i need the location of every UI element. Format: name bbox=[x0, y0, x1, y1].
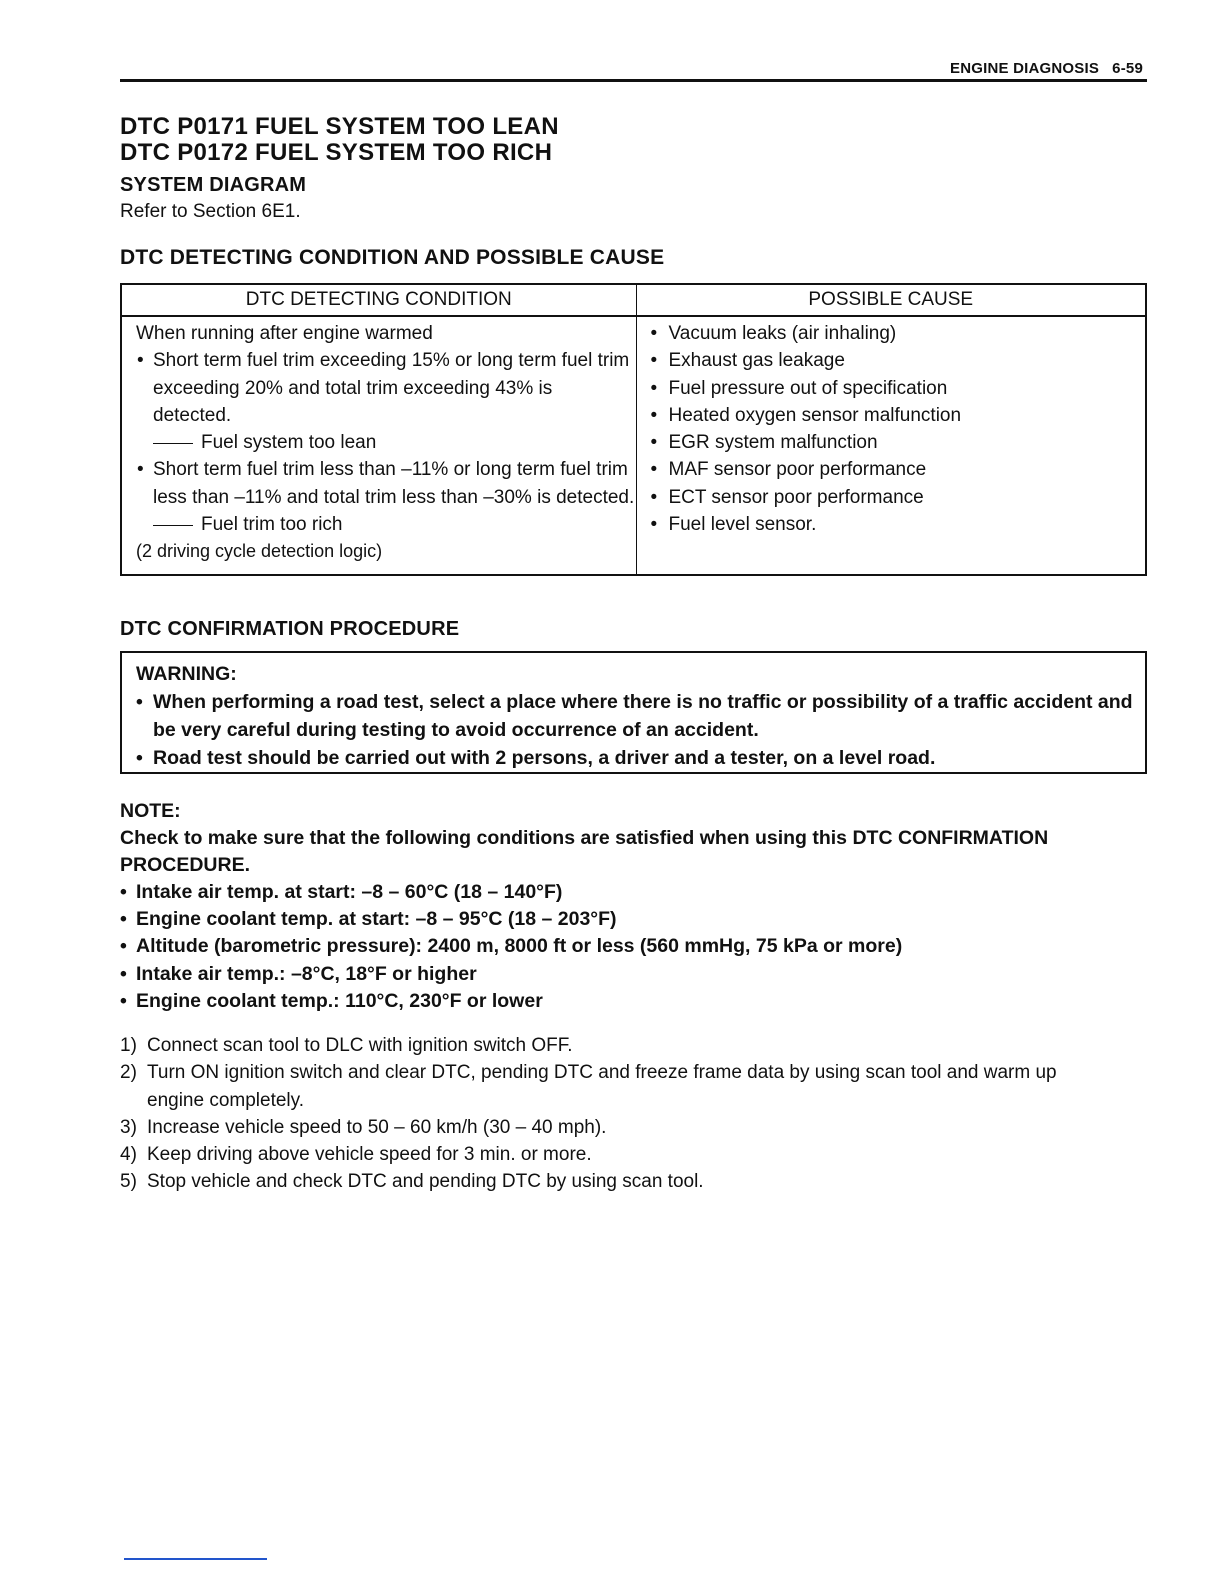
condition-dash-text: Fuel system too lean bbox=[201, 432, 377, 454]
condition-dash-text: Fuel trim too rich bbox=[201, 514, 343, 536]
note-item: • Intake air temp. at start: –8 – 60°C (18 – 140°F) bbox=[120, 879, 1150, 906]
cause-item: • Vacuum leaks (air inhaling) bbox=[637, 320, 1146, 347]
confirmation-heading: DTC CONFIRMATION PROCEDURE bbox=[120, 618, 460, 640]
warning-label: WARNING: bbox=[136, 663, 237, 685]
table-header-row bbox=[121, 284, 1146, 316]
step-item bbox=[120, 1032, 1150, 1059]
cause-item: • ECT sensor poor performance bbox=[637, 484, 1146, 511]
step-number: 3) bbox=[120, 1116, 137, 1138]
detecting-heading: DTC DETECTING CONDITION AND POSSIBLE CAUSE bbox=[120, 246, 665, 269]
step-text: Stop vehicle and check DTC and pending DTC by using scan tool. bbox=[147, 1171, 704, 1193]
header-text: ENGINE DIAGNOSIS 6-59 bbox=[950, 60, 1143, 77]
title-p0172: DTC P0172 FUEL SYSTEM TOO RICH bbox=[120, 139, 553, 166]
step-item bbox=[120, 1114, 1150, 1141]
col-header-cause: POSSIBLE CAUSE bbox=[636, 284, 1146, 316]
step-item bbox=[120, 1141, 1150, 1168]
cause-item: • Fuel pressure out of specification bbox=[637, 375, 1146, 402]
cause-item: • EGR system malfunction bbox=[637, 429, 1146, 456]
cause-item: • MAF sensor poor performance bbox=[637, 456, 1146, 483]
step-text: Turn ON ignition switch and clear DTC, pending DTC and freeze frame data by using scan tool and warm up bbox=[147, 1062, 1057, 1084]
step-item bbox=[120, 1059, 1150, 1113]
system-diagram-heading: SYSTEM DIAGRAM bbox=[120, 174, 307, 196]
condition-item bbox=[122, 511, 636, 538]
dtc-condition-table bbox=[120, 283, 1147, 576]
table-row bbox=[121, 316, 1146, 575]
warning-item: • Road test should be carried out with 2 persons, a driver and a tester, on a level road. bbox=[136, 744, 1133, 772]
system-diagram-text: Refer to Section 6E1. bbox=[120, 201, 301, 222]
cause-item: • Exhaust gas leakage bbox=[637, 347, 1146, 374]
condition-item bbox=[122, 429, 636, 456]
step-number: 2) bbox=[120, 1062, 137, 1084]
condition-item: • Short term fuel trim less than –11% or long term fuel trim less than –11% and total trim less than –30% is detected. bbox=[122, 456, 636, 511]
note-item: • Engine coolant temp. at start: –8 – 95°C (18 – 203°F) bbox=[120, 906, 1150, 933]
note-item: • Intake air temp.: –8°C, 18°F or higher bbox=[120, 961, 1150, 988]
note-item: • Altitude (barometric pressure): 2400 m, 8000 ft or less (560 mmHg, 75 kPa or more) bbox=[120, 933, 1150, 960]
condition-item: • Short term fuel trim exceeding 15% or long term fuel trim exceeding 20% and total trim exceeding 43% is detected. bbox=[122, 347, 636, 429]
note-block bbox=[120, 797, 1150, 1015]
condition-cell bbox=[121, 316, 636, 575]
footer-rule bbox=[124, 1558, 267, 1560]
step-number: 4) bbox=[120, 1143, 137, 1165]
step-text: Keep driving above vehicle speed for 3 min. or more. bbox=[147, 1143, 592, 1165]
col-header-condition: DTC DETECTING CONDITION bbox=[121, 284, 636, 316]
warning-item: • When performing a road test, select a place where there is no traffic or possibility of a traffic accident and be very careful during testing to avoid occurrence of an accident. bbox=[136, 688, 1133, 744]
cause-item: • Heated oxygen sensor malfunction bbox=[637, 402, 1146, 429]
step-text: Connect scan tool to DLC with ignition switch OFF. bbox=[147, 1035, 573, 1056]
cause-item: • Fuel level sensor. bbox=[637, 511, 1146, 538]
note-item: • Engine coolant temp.: 110°C, 230°F or lower bbox=[120, 988, 1150, 1015]
condition-item: (2 driving cycle detection logic) bbox=[136, 541, 383, 562]
cause-cell bbox=[636, 316, 1146, 575]
step-number: 5) bbox=[120, 1171, 137, 1193]
step-text: Increase vehicle speed to 50 – 60 km/h (30 – 40 mph). bbox=[147, 1116, 607, 1138]
warning-box bbox=[120, 651, 1147, 774]
step-continuation: engine completely. bbox=[147, 1089, 305, 1111]
step-number: 1) bbox=[120, 1035, 137, 1056]
step-item bbox=[120, 1168, 1150, 1195]
condition-item: When running after engine warmed bbox=[136, 323, 433, 344]
title-p0171: DTC P0171 FUEL SYSTEM TOO LEAN bbox=[120, 113, 559, 140]
note-label: NOTE: bbox=[120, 800, 181, 822]
procedure-steps bbox=[120, 1032, 1150, 1195]
page-header bbox=[120, 58, 1147, 82]
note-text: Check to make sure that the following conditions are satisfied when using this DTC CONFIRMATION PROCEDURE. bbox=[120, 827, 1049, 876]
